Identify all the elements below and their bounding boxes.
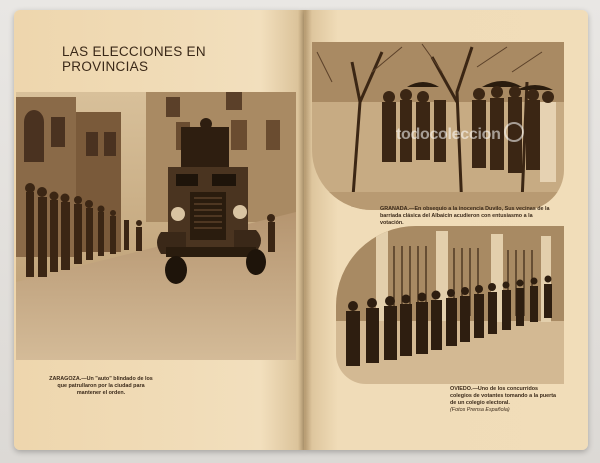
watermark	[396, 122, 524, 144]
watermark-logo-icon	[504, 122, 524, 142]
caption-oviedo-text: OVIEDO.—Uno de los concurridos colegios de votantes tomando a la puerta de un colegio electoral.	[450, 386, 557, 406]
watermark-text: todocoleccion	[396, 126, 501, 143]
magazine-spine	[298, 10, 312, 450]
caption-granada: GRANADA.—En obsequio a la inocencia Duvilo, Sus vecinas de la barriada clásica del Albaicín acudieron con entusiasmo a la votación.	[380, 206, 550, 226]
photo-armored-car	[16, 92, 296, 360]
page-headline: LAS ELECCIONES EN PROVINCIAS	[62, 44, 206, 74]
caption-oviedo	[450, 386, 560, 414]
caption-zaragoza: ZARAGOZA.—Un "auto" blindado de los que patrullaron por la ciudad para mantener el orden.	[49, 376, 153, 396]
photo-oviedo-voters	[336, 226, 564, 384]
photo-credit: (Fotos Prensa Española)	[450, 407, 510, 413]
